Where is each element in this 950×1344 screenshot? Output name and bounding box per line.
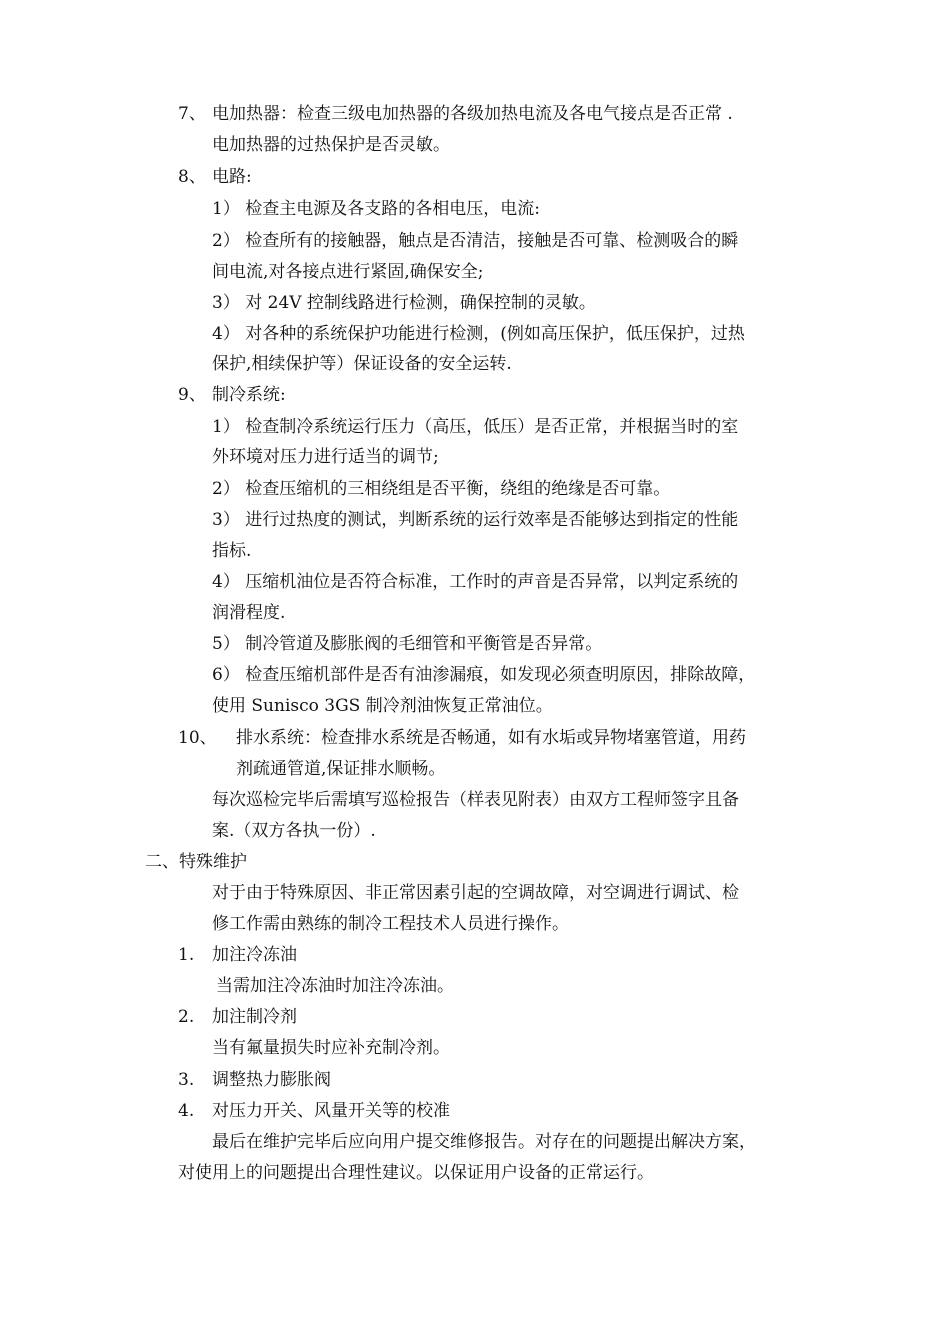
- special-item-1-title: 加注冷冻油: [212, 945, 297, 965]
- item-9-sub-6b: 使用 Sunisco 3GS 制冷剂油恢复正常油位。: [212, 696, 553, 716]
- special-item-2-title: 加注制冷剂: [212, 1007, 297, 1027]
- special-item-3-number: 3.: [178, 1070, 195, 1090]
- item-9-title: 制冷系统:: [212, 385, 286, 405]
- section-2-intro-line-2: 修工作需由熟练的制冷工程技术人员进行操作。: [212, 914, 569, 934]
- special-item-4-title: 对压力开关、风量开关等的校准: [212, 1101, 450, 1121]
- item-10-line-2: 剂疏通管道,保证排水顺畅。: [236, 759, 446, 779]
- item-9-sub-3b: 指标.: [212, 541, 252, 561]
- item-9-sub-2: 2） 检查压缩机的三相绕组是否平衡，绕组的绝缘是否可靠。: [212, 479, 671, 499]
- item-10-line-1: 排水系统：检查排水系统是否畅通，如有水垢或异物堵塞管道，用药: [236, 728, 746, 748]
- special-item-4-number: 4.: [178, 1101, 195, 1121]
- item-9-sub-4b: 润滑程度.: [212, 603, 286, 623]
- item-9-sub-3a: 3） 进行过热度的测试，判断系统的运行效率是否能够达到指定的性能: [212, 510, 739, 530]
- special-item-2-number: 2.: [178, 1007, 195, 1027]
- item-8-sub-4a: 4） 对各种的系统保护功能进行检测，(例如高压保护，低压保护，过热: [212, 324, 745, 344]
- special-item-1-number: 1.: [178, 945, 195, 965]
- item-7-line-1: 电加热器：检查三级电加热器的各级加热电流及各电气接点是否正常 .: [212, 104, 733, 124]
- item-9-sub-4a: 4） 压缩机油位是否符合标准，工作时的声音是否异常，以判定系统的: [212, 572, 739, 592]
- item-10-number: 10、: [178, 728, 217, 748]
- item-8-sub-2a: 2） 检查所有的接触器，触点是否清洁，接触是否可靠、检测吸合的瞬: [212, 231, 739, 251]
- section-2-intro-line-1: 对于由于特殊原因、非正常因素引起的空调故障，对空调进行调试、检: [212, 883, 739, 903]
- item-8-sub-1: 1） 检查主电源及各支路的各相电压，电流:: [212, 199, 540, 219]
- report-note-line-2: 案.（双方各执一份）.: [212, 821, 376, 841]
- item-8-sub-3: 3） 对 24V 控制线路进行检测，确保控制的灵敏。: [212, 293, 596, 313]
- item-9-sub-6a: 6） 检查压缩机部件是否有油渗漏痕，如发现必须查明原因，排除故障，: [212, 665, 756, 685]
- special-item-2-body: 当有氟量损失时应补充制冷剂。: [212, 1038, 450, 1058]
- item-9-number: 9、: [178, 385, 206, 405]
- item-8-sub-2b: 间电流,对各接点进行紧固,确保安全;: [212, 262, 484, 282]
- final-paragraph-line-2: 对使用上的问题提出合理性建议。以保证用户设备的正常运行。: [178, 1163, 654, 1183]
- section-2-heading: 二、特殊维护: [145, 852, 247, 872]
- special-item-3-title: 调整热力膨胀阀: [212, 1070, 331, 1090]
- item-8-title: 电路:: [212, 167, 252, 187]
- final-paragraph-line-1: 最后在维护完毕后应向用户提交维修报告。对存在的问题提出解决方案，: [212, 1132, 756, 1152]
- item-8-number: 8、: [178, 167, 206, 187]
- report-note-line-1: 每次巡检完毕后需填写巡检报告（样表见附表）由双方工程师签字且备: [212, 790, 739, 810]
- item-7-number: 7、: [178, 104, 206, 124]
- item-7-line-2: 电加热器的过热保护是否灵敏。: [212, 135, 450, 155]
- item-8-sub-4b: 保护,相续保护等）保证设备的安全运转.: [212, 354, 512, 374]
- item-9-sub-1a: 1） 检查制冷系统运行压力（高压，低压）是否正常，并根据当时的室: [212, 417, 739, 437]
- special-item-1-body: 当需加注冷冻油时加注冷冻油。: [216, 976, 454, 996]
- item-9-sub-5: 5） 制冷管道及膨胀阀的毛细管和平衡管是否异常。: [212, 634, 603, 654]
- item-9-sub-1b: 外环境对压力进行适当的调节;: [212, 447, 439, 467]
